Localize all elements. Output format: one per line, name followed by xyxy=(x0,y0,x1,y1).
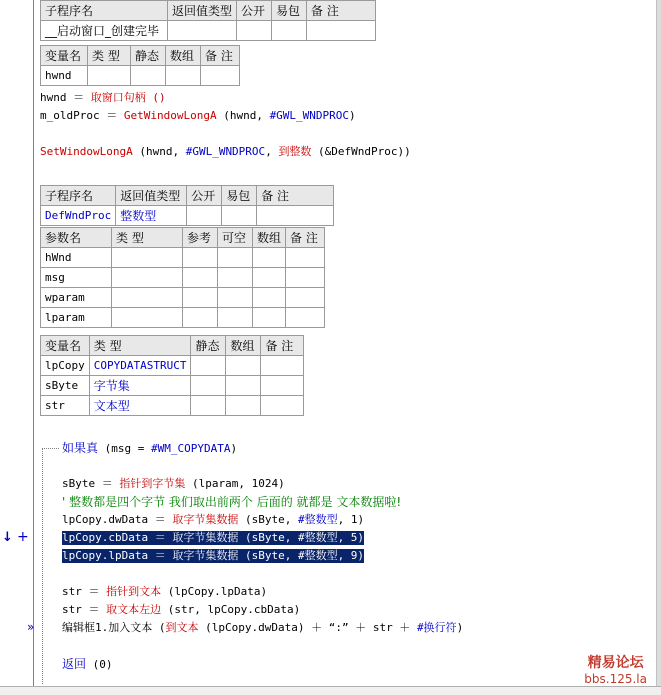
code-text: str ＝ xyxy=(62,585,107,598)
var-static[interactable] xyxy=(191,396,226,416)
code-call: 指针到文本 xyxy=(106,585,162,598)
param-table xyxy=(40,227,325,328)
code-text: , xyxy=(265,145,279,158)
code-text: 编辑框1.加入文本 ( xyxy=(62,621,166,634)
param-ref[interactable] xyxy=(183,308,218,328)
param-ref[interactable] xyxy=(183,268,218,288)
param-ref[interactable] xyxy=(183,288,218,308)
param-name[interactable]: wparam xyxy=(41,288,112,308)
code-text: ) xyxy=(456,621,464,634)
horizontal-scrollbar[interactable] xyxy=(0,686,661,695)
code-text: (sByte, xyxy=(238,513,298,526)
col-header: 备 注 xyxy=(286,228,325,248)
var-name[interactable]: lpCopy xyxy=(41,356,90,376)
code-text: (lpCopy.lpData) xyxy=(161,585,268,598)
flow-guide-line xyxy=(42,448,43,684)
var-array[interactable] xyxy=(226,356,261,376)
var-remark[interactable] xyxy=(201,66,240,86)
editor-gutter-line xyxy=(33,0,34,695)
param-remark[interactable] xyxy=(286,248,325,268)
code-line[interactable] xyxy=(40,145,411,159)
col-header: 变量名 xyxy=(41,336,90,356)
var-remark[interactable] xyxy=(261,376,304,396)
col-header: 参考 xyxy=(183,228,218,248)
var-type[interactable]: 文本型 xyxy=(89,396,191,416)
public-cell[interactable] xyxy=(237,21,272,41)
table-row[interactable] xyxy=(41,376,304,396)
code-line[interactable] xyxy=(40,109,356,123)
col-header: 子程序名 xyxy=(41,186,116,206)
param-array[interactable] xyxy=(253,248,286,268)
code-call: 指针到字节集 xyxy=(119,477,186,490)
col-header: 子程序名 xyxy=(41,1,168,21)
code-text: ) xyxy=(349,109,356,122)
flow-keyword: 如果真 xyxy=(62,441,99,455)
code-text: sByte ＝ xyxy=(62,477,120,490)
code-text: m_oldProc ＝ xyxy=(40,109,124,122)
code-text: (hwnd, xyxy=(132,145,186,158)
run-pointer-icon[interactable]: » xyxy=(27,620,35,634)
var-remark[interactable] xyxy=(261,356,304,376)
param-remark[interactable] xyxy=(286,308,325,328)
plus-icon[interactable]: + xyxy=(17,529,29,545)
param-array[interactable] xyxy=(253,288,286,308)
var-static[interactable] xyxy=(191,356,226,376)
param-ref[interactable] xyxy=(183,248,218,268)
code-call: 到整数 xyxy=(278,145,312,158)
code-call: SetWindowLongA xyxy=(40,145,133,158)
code-line-if[interactable] xyxy=(62,441,237,456)
code-text: (str, lpCopy.cbData) xyxy=(161,603,301,616)
param-remark[interactable] xyxy=(286,268,325,288)
code-comment[interactable]: ' 整数都是四个字节 我们取出前两个 后面的 就都是 文本数据啦! xyxy=(62,495,402,509)
code-call: 取字节集数据 xyxy=(172,513,239,526)
col-header: 类 型 xyxy=(112,228,183,248)
var-static[interactable] xyxy=(131,66,166,86)
var-remark[interactable] xyxy=(261,396,304,416)
param-type[interactable] xyxy=(112,308,183,328)
flow-keyword: 返回 xyxy=(62,657,87,671)
col-header: 备 注 xyxy=(257,186,334,206)
var-type[interactable] xyxy=(88,66,131,86)
col-header: 备 注 xyxy=(307,1,376,21)
var-array[interactable] xyxy=(226,396,261,416)
col-header: 数组 xyxy=(253,228,286,248)
col-header: 变量名 xyxy=(41,46,88,66)
forum-watermark xyxy=(584,655,647,687)
code-constant: #GWL_WNDPROC xyxy=(185,145,266,158)
col-header: 公开 xyxy=(187,186,222,206)
easy-pkg-cell[interactable] xyxy=(222,206,257,226)
table-row[interactable] xyxy=(41,396,304,416)
col-header: 备 注 xyxy=(261,336,304,356)
col-header: 易包 xyxy=(272,1,307,21)
col-header: 返回值类型 xyxy=(116,186,187,206)
code-text: , 1) xyxy=(337,513,365,526)
return-type[interactable] xyxy=(168,21,237,41)
code-line[interactable] xyxy=(62,621,463,635)
var-type[interactable]: COPYDATASTRUCT xyxy=(89,356,191,376)
code-text: hwnd ＝ xyxy=(40,91,91,104)
subroutine-table-2 xyxy=(40,185,334,226)
code-line[interactable] xyxy=(62,477,285,491)
param-type[interactable] xyxy=(112,288,183,308)
var-name[interactable]: str xyxy=(41,396,90,416)
code-constant: #WM_COPYDATA xyxy=(151,442,231,455)
param-optional[interactable] xyxy=(218,288,253,308)
param-type[interactable] xyxy=(112,248,183,268)
return-type[interactable]: 整数型 xyxy=(116,206,187,226)
code-text: (msg = xyxy=(98,442,151,455)
code-line[interactable] xyxy=(62,585,267,599)
flow-guide-line xyxy=(42,448,59,449)
code-call: 取窗口句柄 () xyxy=(90,91,166,104)
code-text: (hwnd, xyxy=(216,109,270,122)
col-header: 返回值类型 xyxy=(168,1,237,21)
col-header: 公开 xyxy=(237,1,272,21)
table-row[interactable] xyxy=(41,308,325,328)
col-header: 数组 xyxy=(226,336,261,356)
col-header: 备 注 xyxy=(201,46,240,66)
param-remark[interactable] xyxy=(286,288,325,308)
code-line-return[interactable] xyxy=(62,657,113,672)
table-row[interactable] xyxy=(41,356,304,376)
var-array[interactable] xyxy=(166,66,201,86)
var-name[interactable]: sByte xyxy=(41,376,90,396)
code-constant: #GWL_WNDPROC xyxy=(269,109,350,122)
col-header: 类 型 xyxy=(89,336,191,356)
code-line-selected[interactable]: lpCopy.cbData ＝ 取字节集数据 (sByte, #整数型, 5) xyxy=(62,531,365,544)
param-optional[interactable] xyxy=(218,248,253,268)
watermark-title: 精易论坛 xyxy=(587,655,644,671)
code-constant: #整数型 xyxy=(297,513,338,526)
col-header: 静态 xyxy=(191,336,226,356)
code-constant: #换行符 xyxy=(416,621,457,634)
code-line-selected[interactable]: lpCopy.lpData ＝ 取字节集数据 (sByte, #整数型, 9) xyxy=(62,549,365,562)
param-type[interactable] xyxy=(112,268,183,288)
code-text: (lparam, 1024) xyxy=(185,477,285,490)
table-row[interactable] xyxy=(41,288,325,308)
param-optional[interactable] xyxy=(218,308,253,328)
var-name[interactable]: hwnd xyxy=(41,66,88,86)
code-line[interactable] xyxy=(62,513,364,527)
vertical-scrollbar[interactable] xyxy=(656,0,661,695)
param-optional[interactable] xyxy=(218,268,253,288)
var-array[interactable] xyxy=(226,376,261,396)
local-var-table-2 xyxy=(40,335,304,416)
subroutine-name[interactable]: __启动窗口_创建完毕 xyxy=(41,21,168,41)
code-text: str ＝ xyxy=(62,603,107,616)
param-name[interactable]: lparam xyxy=(41,308,112,328)
param-name[interactable]: msg xyxy=(41,268,112,288)
subroutine-table-1 xyxy=(40,0,376,41)
code-line[interactable] xyxy=(40,91,166,105)
table-row[interactable] xyxy=(41,248,325,268)
code-text: (0) xyxy=(86,658,113,671)
table-row[interactable] xyxy=(41,268,325,288)
col-header: 易包 xyxy=(222,186,257,206)
code-text: lpCopy.dwData ＝ xyxy=(62,513,173,526)
easy-pkg-cell[interactable] xyxy=(272,21,307,41)
watermark-url: bbs.125.la xyxy=(584,672,647,686)
code-call: GetWindowLongA xyxy=(123,109,217,122)
code-call: 取文本左边 xyxy=(106,603,162,616)
col-header: 类 型 xyxy=(88,46,131,66)
col-header: 参数名 xyxy=(41,228,112,248)
param-array[interactable] xyxy=(253,308,286,328)
table-row[interactable] xyxy=(41,66,240,86)
code-call: 到文本 xyxy=(165,621,199,634)
var-static[interactable] xyxy=(191,376,226,396)
col-header: 可空 xyxy=(218,228,253,248)
remark-cell[interactable] xyxy=(257,206,334,226)
public-cell[interactable] xyxy=(187,206,222,226)
col-header: 数组 xyxy=(166,46,201,66)
code-text: ) xyxy=(230,442,238,455)
subroutine-name[interactable]: DefWndProc xyxy=(41,206,116,226)
remark-cell[interactable] xyxy=(307,21,376,41)
code-line[interactable] xyxy=(62,603,300,617)
arrow-down-icon[interactable]: ↓ xyxy=(2,530,13,545)
code-text: (lpCopy.dwData) ＋ “:” ＋ str ＋ xyxy=(198,621,417,634)
col-header: 静态 xyxy=(131,46,166,66)
local-var-table-1 xyxy=(40,45,240,86)
var-type[interactable]: 字节集 xyxy=(89,376,191,396)
code-text: (&DefWndProc)) xyxy=(311,145,411,158)
param-name[interactable]: hWnd xyxy=(41,248,112,268)
param-array[interactable] xyxy=(253,268,286,288)
